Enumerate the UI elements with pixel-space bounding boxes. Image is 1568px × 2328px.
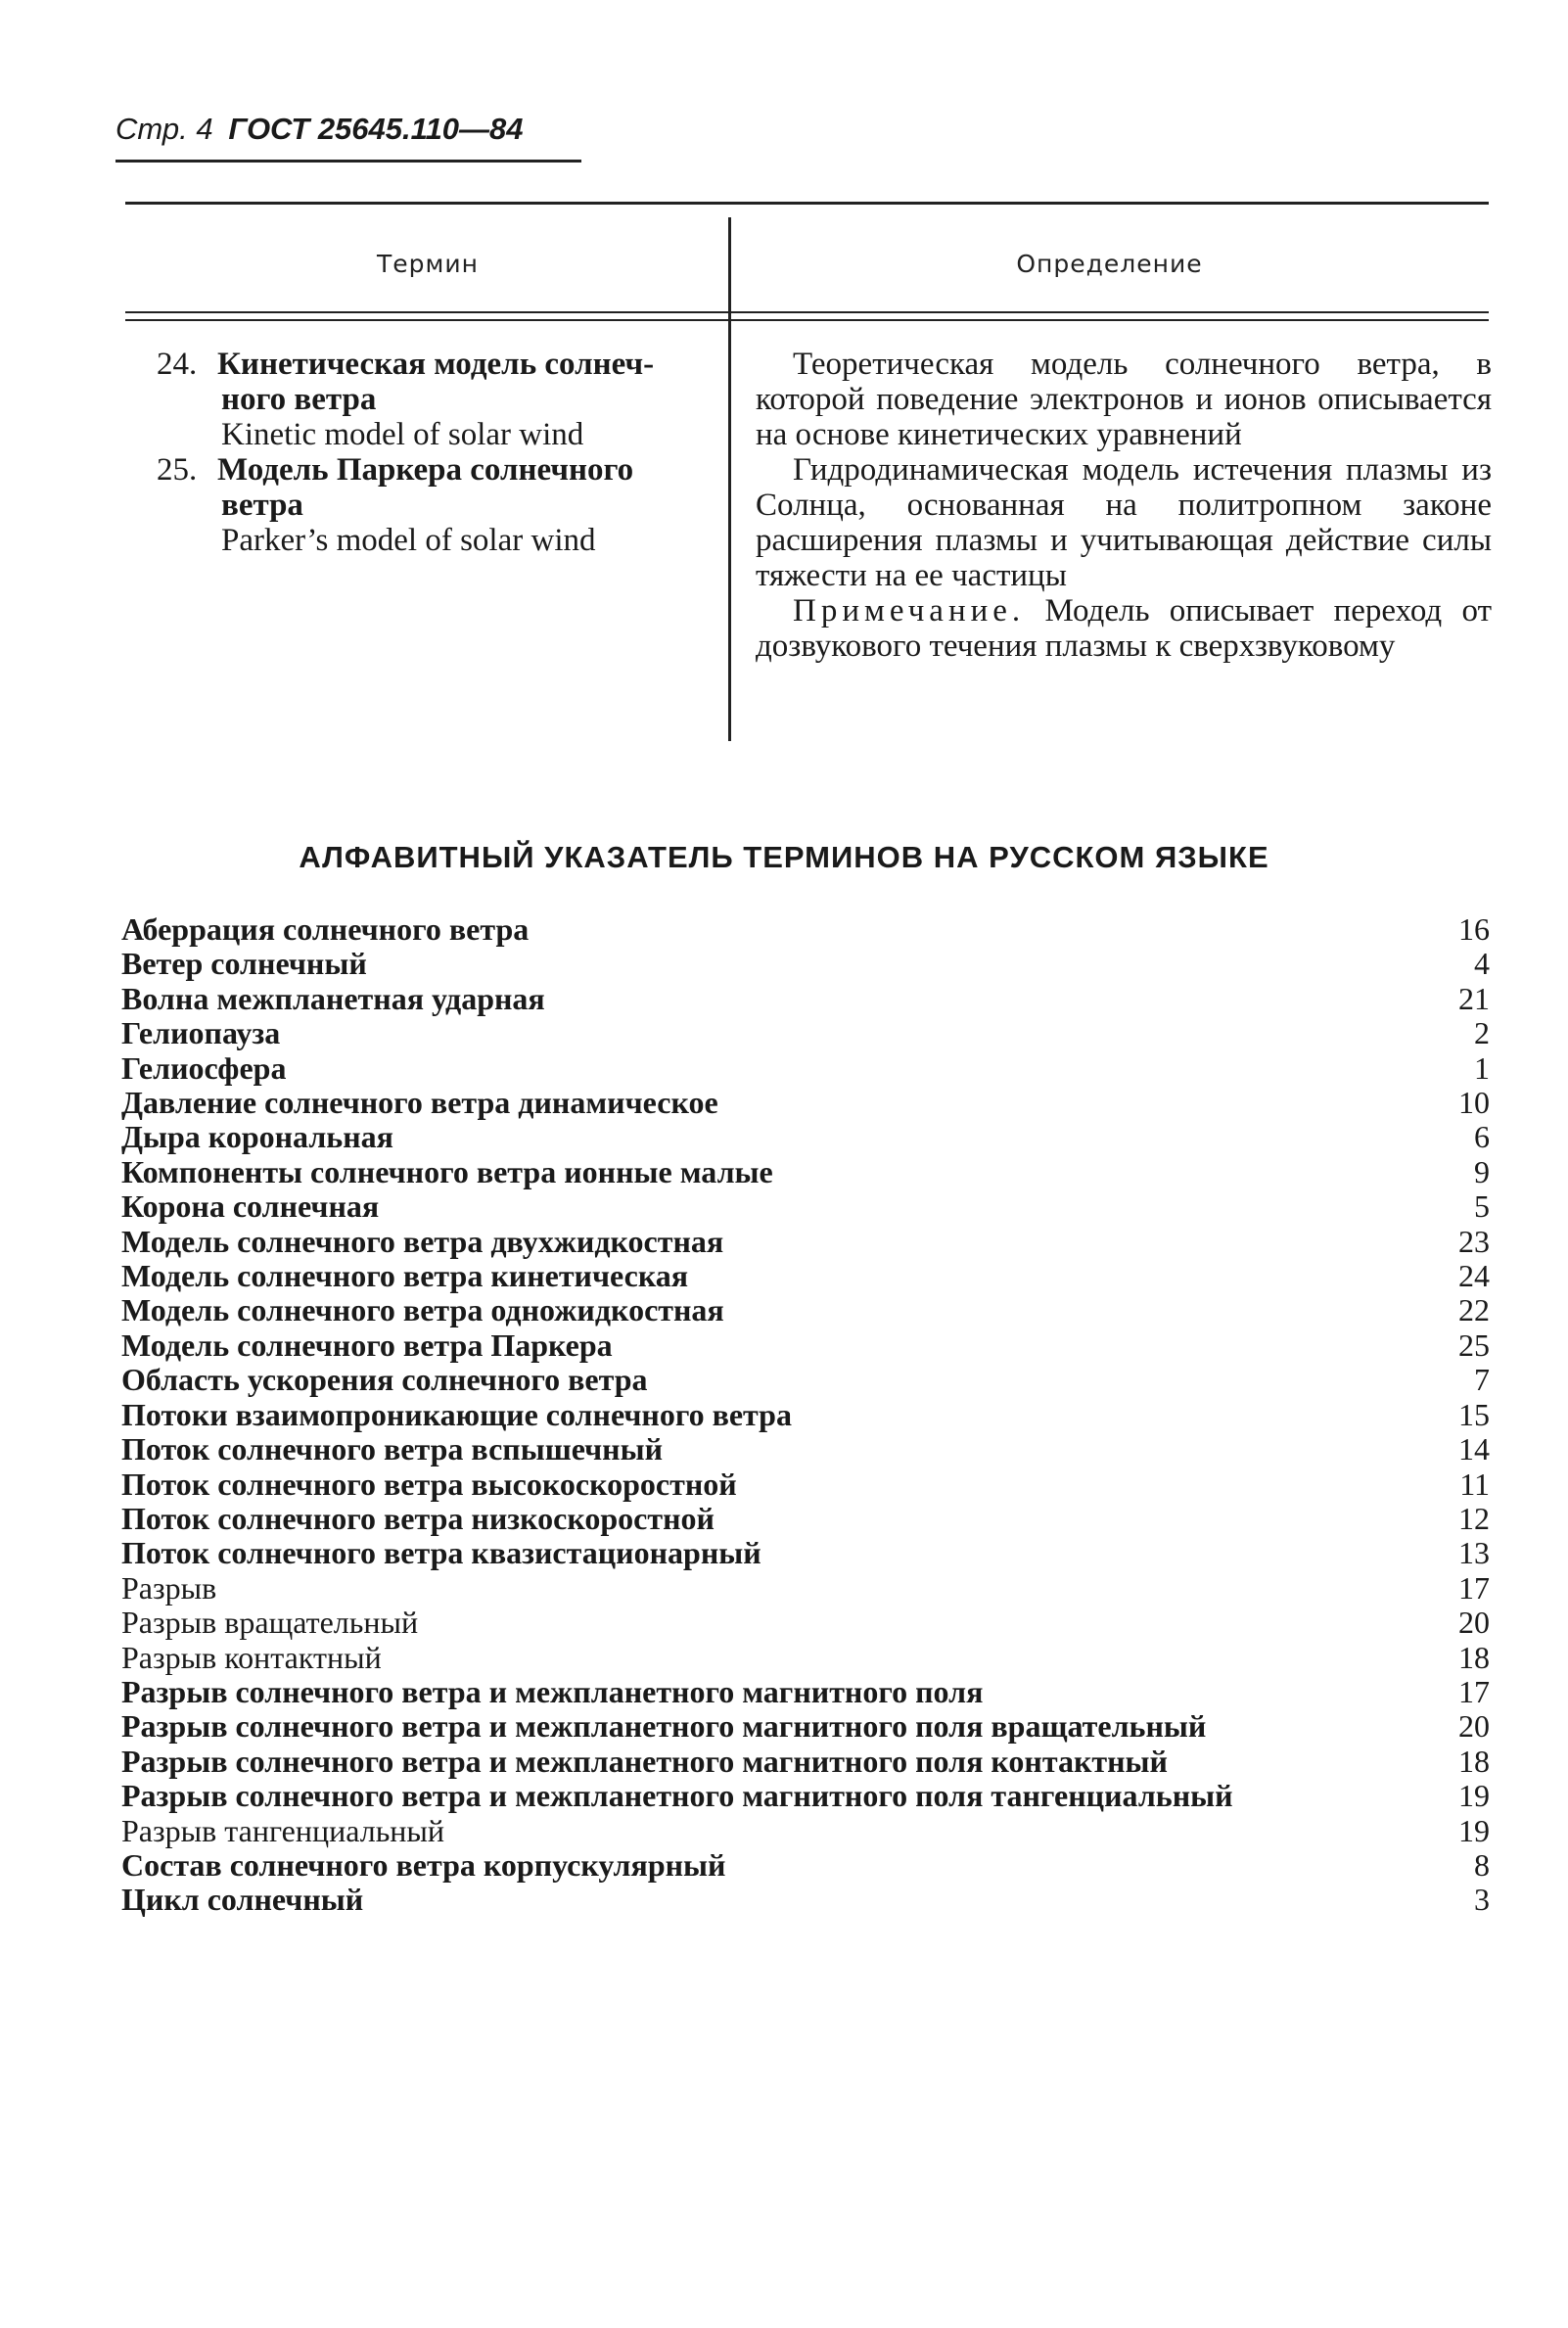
index-term: Компоненты солнечного ветра ионные малые [121,1153,773,1189]
index-entry [121,982,1490,1016]
index-entry [121,1363,1490,1397]
index-entry [121,1848,1490,1883]
index-term: Модель солнечного ветра кинетическая [121,1258,689,1294]
index-term: Поток солнечного ветра низкоскоростной [121,1500,715,1536]
index-entry [121,1641,1490,1675]
index-page-number: 8 [1474,1846,1490,1883]
standard-number: ГОСТ 25645.110—84 [228,112,524,146]
index-entry [121,1467,1490,1502]
index-term: Волна межпланетная ударная [121,980,545,1016]
term-ru: Модель Паркера солнечного [217,452,634,488]
index-page-number: 23 [1458,1223,1490,1259]
index-page-number: 21 [1458,980,1490,1016]
term-en: Parker’s model of solar wind [221,523,596,558]
index-entry [121,1814,1490,1848]
term-en: Kinetic model of solar wind [221,417,584,452]
term-ru: Кинетическая модель солнеч- [217,347,655,382]
column-header-definition: Определение [1016,250,1203,278]
index-page-number: 12 [1458,1500,1490,1536]
index-term: Корона солнечная [121,1188,380,1225]
definition-text: Теоретическая модель солнечного ветра, в которой поведение электронов и ионов описывается на основе кинетических уравнений [756,347,1492,452]
definition-text: Гидродинамическая модель истечения плазмы из Солнца, основанная на политропном законе расширения плазмы и учитывающая действие силы тяжести на ее частицы [756,452,1492,593]
definition-note [756,593,1492,664]
index-page-number: 13 [1458,1535,1490,1571]
index-entry [121,1155,1490,1189]
index-term: Модель солнечного ветра Паркера [121,1327,613,1363]
index-page-number: 6 [1474,1119,1490,1155]
index-page-number: 16 [1458,911,1490,947]
term-number: 25. [157,452,198,488]
index-term: Разрыв тангенциальный [121,1812,445,1848]
index-page-number: 17 [1458,1569,1490,1606]
index-list [121,912,1490,1918]
index-page-number: 5 [1474,1188,1490,1225]
index-page-number: 11 [1459,1466,1490,1502]
term-entry-24 [157,347,705,452]
index-term: Разрыв вращательный [121,1605,419,1641]
index-entry [121,1086,1490,1120]
index-term: Состав солнечного ветра корпускулярный [121,1846,726,1883]
index-page-number: 9 [1474,1153,1490,1189]
index-entry [121,1745,1490,1779]
index-entry [121,1328,1490,1363]
term-number: 24. [157,347,198,382]
index-term: Разрыв солнечного ветра и межпланетного магнитного поля вращательный [121,1708,1207,1745]
page-number: Стр. 4 [115,112,213,146]
index-entry [121,1293,1490,1327]
index-page-number: 4 [1474,946,1490,982]
index-page-number: 19 [1458,1778,1490,1814]
index-page-number: 20 [1458,1605,1490,1641]
index-page-number: 24 [1458,1258,1490,1294]
header-rule [115,160,581,163]
index-entry [121,1398,1490,1432]
index-page-number: 20 [1458,1708,1490,1745]
note-label: Примечание. [793,593,1026,629]
index-term: Давление солнечного ветра динамическое [121,1085,718,1121]
index-entry [121,912,1490,947]
index-entry [121,1259,1490,1293]
index-entry [121,947,1490,981]
definition-25 [756,452,1492,664]
index-title: АЛФАВИТНЫЙ УКАЗАТЕЛЬ ТЕРМИНОВ НА РУССКОМ ЯЗЫКЕ [299,840,1269,874]
index-entry [121,1779,1490,1813]
index-term: Гелиосфера [121,1049,287,1086]
index-entry [121,1571,1490,1606]
index-entry [121,1675,1490,1709]
index-term: Потоки взаимопроникающие солнечного ветра [121,1396,792,1432]
index-term: Поток солнечного ветра квазистационарный [121,1535,761,1571]
index-page-number: 17 [1458,1673,1490,1709]
index-term: Ветер солнечный [121,946,367,982]
index-term: Область ускорения солнечного ветра [121,1362,648,1398]
index-page-number: 10 [1458,1085,1490,1121]
index-page-number: 25 [1458,1327,1490,1363]
term-ru-continuation: ветра [221,488,303,523]
index-term: Дыра корональная [121,1119,393,1155]
index-page-number: 14 [1458,1431,1490,1467]
index-entry [121,1606,1490,1640]
index-entry [121,1709,1490,1744]
index-page-number: 7 [1474,1362,1490,1398]
index-term: Разрыв солнечного ветра и межпланетного магнитного поля тангенциальный [121,1778,1233,1814]
index-entry [121,1432,1490,1467]
index-page-number: 1 [1474,1049,1490,1086]
term-entry-25 [157,452,705,558]
index-term: Гелиопауза [121,1015,281,1051]
index-entry [121,1051,1490,1086]
index-page-number: 18 [1458,1639,1490,1675]
index-page-number: 3 [1474,1882,1490,1918]
index-page-number: 15 [1458,1396,1490,1432]
table-header-rule [125,311,1489,313]
index-term: Аберрация солнечного ветра [121,911,530,947]
index-page-number: 18 [1458,1743,1490,1779]
column-header-term: Термин [377,250,479,278]
index-entry [121,1016,1490,1050]
index-entry [121,1189,1490,1224]
index-page-number: 2 [1474,1015,1490,1051]
index-term: Разрыв контактный [121,1639,382,1675]
note-text: Модель описывает переход от дозвукового течения плазмы к сверхзвуковому [756,593,1492,664]
index-page-number: 19 [1458,1812,1490,1848]
column-divider [728,217,731,741]
index-page-number: 22 [1458,1292,1490,1328]
index-term: Цикл солнечный [121,1882,364,1918]
index-entry [121,1502,1490,1536]
index-entry [121,1883,1490,1917]
table-top-rule [125,202,1489,205]
page-header [115,110,524,149]
index-term: Разрыв солнечного ветра и межпланетного магнитного поля контактный [121,1743,1168,1779]
table-header-rule [125,319,1489,321]
index-term: Модель солнечного ветра одножидкостная [121,1292,724,1328]
index-entry [121,1536,1490,1570]
index-term: Разрыв солнечного ветра и межпланетного магнитного поля [121,1673,984,1709]
index-term: Поток солнечного ветра вспышечный [121,1431,664,1467]
index-term: Модель солнечного ветра двухжидкостная [121,1223,724,1259]
term-ru-continuation: ного ветра [221,382,377,417]
index-term: Разрыв [121,1569,217,1606]
index-entry [121,1120,1490,1154]
definition-24 [756,347,1492,452]
index-entry [121,1225,1490,1259]
index-term: Поток солнечного ветра высокоскоростной [121,1466,737,1502]
